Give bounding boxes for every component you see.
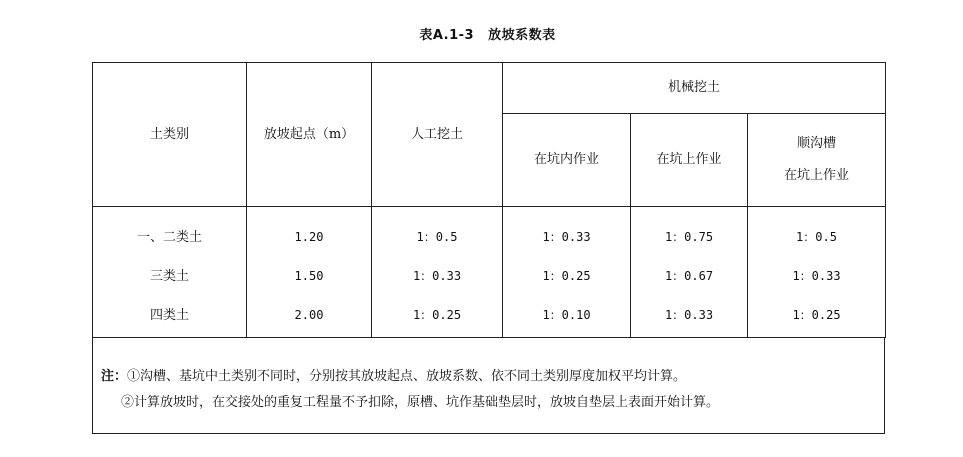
soil-type-cell: 一、二类土: [136, 229, 202, 245]
along-trench-column: [748, 207, 886, 338]
header-mechanical-digging: 机械挖土: [503, 63, 886, 114]
table-title-text: 放坡系数表: [488, 28, 556, 43]
manual-cell: 1：0.33: [412, 268, 462, 283]
start-point-column: [247, 207, 372, 338]
header-manual-digging: 人工挖土: [372, 63, 503, 207]
header-start-point: 放坡起点（m）: [247, 63, 372, 207]
notes-lead: 注：: [101, 369, 128, 384]
manual-cell: 1：0.25: [412, 307, 462, 322]
note-2-text: ②计算放坡时，在交接处的重复工程量不予扣除，原槽、坑作基础垫层时，放坡自垫层上表面开始计算。: [121, 395, 720, 410]
along-trench-cell: 1：0.25: [792, 307, 841, 322]
manual-column: [372, 207, 503, 338]
soil-type-cell: 四类土: [149, 307, 189, 323]
table-number: 表A.1-3: [419, 28, 475, 43]
on-pit-column: [631, 207, 748, 338]
table-title: [0, 24, 963, 43]
slope-coefficient-table: [92, 62, 886, 338]
soil-type-cell: 三类土: [149, 268, 189, 284]
note-1-text: ①沟槽、基坑中土类别不同时，分别按其放坡起点、放坡系数、依不同土类别厚度加权平均计算。: [127, 369, 687, 384]
along-trench-cell: 1：0.33: [792, 268, 841, 283]
header-in-pit: 在坑内作业: [503, 114, 631, 207]
header-along-trench-line1: 顺沟槽: [796, 136, 836, 152]
header-along-trench: [748, 114, 886, 207]
in-pit-cell: 1：0.33: [542, 229, 591, 244]
table-body-row: [93, 207, 886, 338]
start-point-cell: 1.50: [294, 268, 324, 283]
start-point-cell: 1.20: [294, 229, 324, 244]
on-pit-cell: 1：0.33: [664, 307, 714, 322]
manual-cell: 1：0.5: [416, 229, 458, 244]
along-trench-cell: 1：0.5: [796, 229, 837, 244]
notes-box: [92, 338, 885, 434]
in-pit-cell: 1：0.10: [542, 307, 591, 322]
note-line-1: [101, 365, 686, 384]
start-point-cell: 2.00: [294, 307, 324, 322]
in-pit-cell: 1：0.25: [542, 268, 591, 283]
header-on-pit: 在坑上作业: [631, 114, 748, 207]
header-soil-type: 土类别: [93, 63, 247, 207]
on-pit-cell: 1：0.75: [664, 229, 714, 244]
note-line-2: [121, 391, 719, 410]
header-along-trench-line2: 在坑上作业: [783, 168, 849, 183]
soil-type-column: [93, 207, 247, 338]
in-pit-column: [503, 207, 631, 338]
on-pit-cell: 1：0.67: [664, 268, 714, 283]
